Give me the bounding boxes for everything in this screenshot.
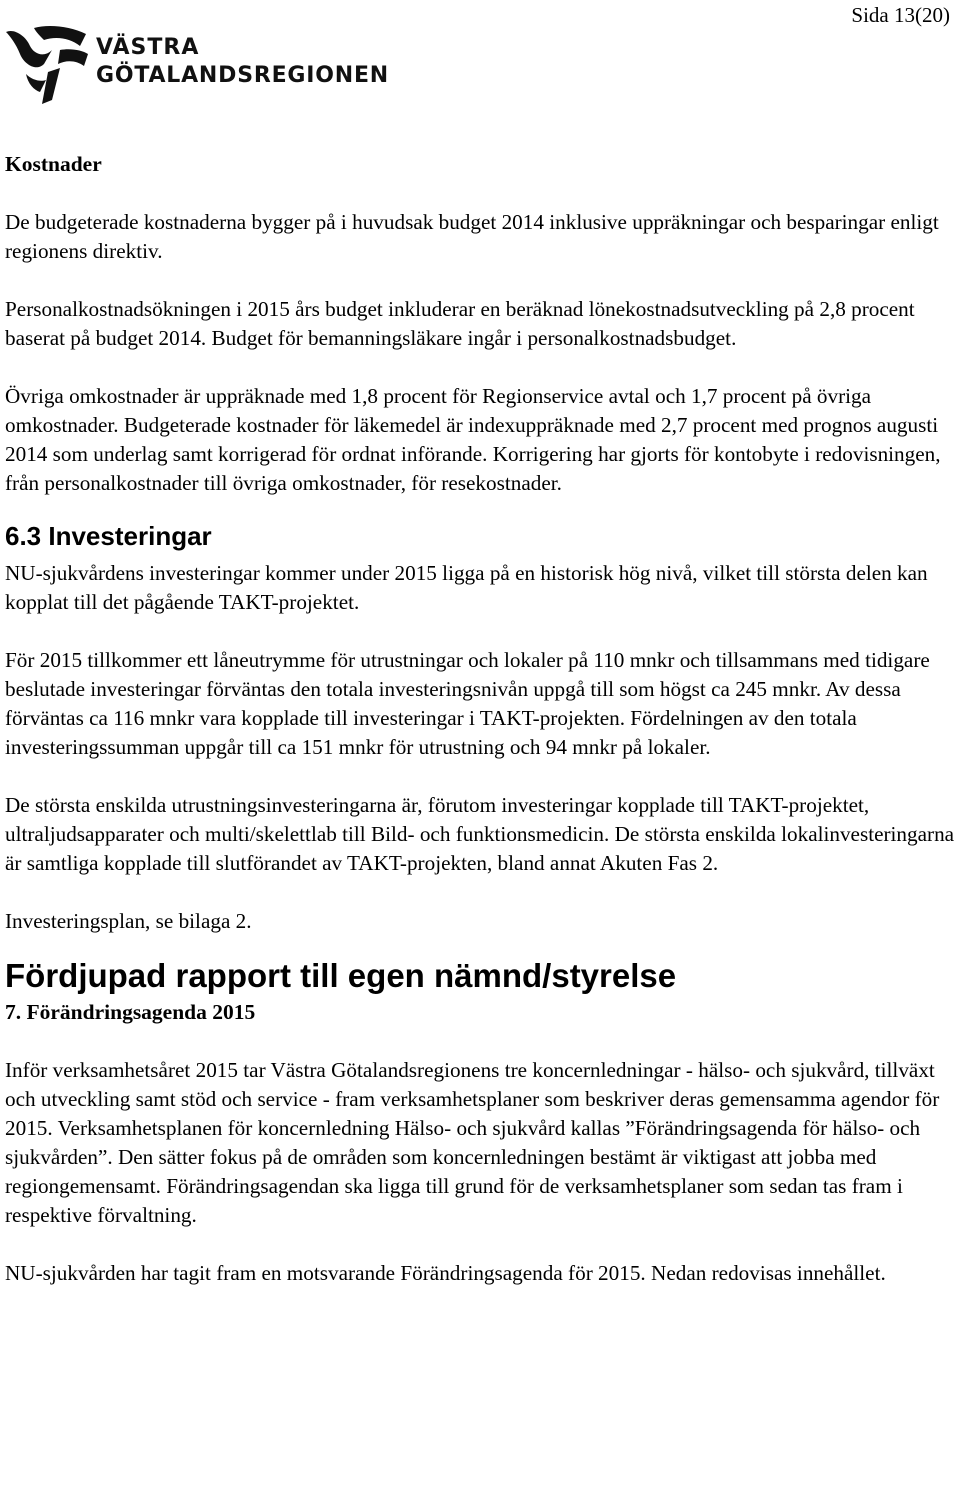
paragraph-budget-costs: De budgeterade kostnaderna bygger på i huvudsak budget 2014 inklusive uppräkningar och besparingar enligt regionens direktiv. xyxy=(5,210,939,263)
logo-text-line1: VÄSTRA xyxy=(96,35,200,60)
heading-forandringsagenda: 7. Förändringsagenda 2015 xyxy=(5,1000,256,1024)
paragraph-nu-sjukvarden: NU-sjukvården har tagit fram en motsvarande Förändringsagenda för 2015. Nedan redovisas innehållet. xyxy=(5,1261,886,1285)
logo-text-line2: GÖTALANDSREGIONEN xyxy=(96,63,390,88)
paragraph-investments-intro: NU-sjukvårdens investeringar kommer under 2015 ligga på en historisk hög nivå, vilket till största delen kan kopplat till det pågående TAKT-projektet. xyxy=(5,561,928,614)
vgr-emblem-icon xyxy=(4,24,92,106)
page-number: Sida 13(20) xyxy=(851,3,950,27)
heading-kostnader: Kostnader xyxy=(5,152,102,176)
vgr-logo xyxy=(4,24,390,106)
heading-fordjupad-rapport: Fördjupad rapport till egen nämnd/styrelse xyxy=(5,957,677,994)
paragraph-forandringsagenda: Inför verksamhetsåret 2015 tar Västra Götalandsregionens tre koncernledningar - hälso- och sjukvård, tillväxt och utveckling samt stöd och service - fram verksamhetsplaner som beskriver deras gemensamma agendor för 2015. Verksamhetsplanen för koncernledning Hälso- och sjukvård kallas ”Förändringsagenda för hälso- och sjukvården”. Den sätter fokus på de områden som koncernledningen bestämt är viktigast att jobba med regiongemensamt. Förändringsagendan ska ligga till grund för de verksamhetsplaner som sedan tas fram i respektive förvaltning. xyxy=(5,1058,940,1227)
paragraph-personnel-costs: Personalkostnadsökningen i 2015 års budget inkluderar en beräknad lönekostnadsutveckling på 2,8 procent baserat på budget 2014. Budget för bemanningsläkare ingår i personalkostnadsbudget. xyxy=(5,297,915,350)
paragraph-investment-plan: Investeringsplan, se bilaga 2. xyxy=(5,909,252,933)
document-body xyxy=(5,150,957,1288)
paragraph-largest-investments: De största enskilda utrustningsinvesteringarna är, förutom investeringar kopplade till TAKT-projektet, ultraljudsapparater och multi/skelettlab till Bild- och funktionsmedicin. De största enskilda lokalinvesteringarna är samtliga kopplade till slutförandet av TAKT-projekten, bland annat Akuten Fas 2. xyxy=(5,793,955,875)
heading-investeringar: 6.3 Investeringar xyxy=(5,521,212,551)
paragraph-other-costs: Övriga omkostnader är uppräknade med 1,8 procent för Regionservice avtal och 1,7 procent på övriga omkostnader. Budgeterade kostnader för läkemedel är indexuppräknade med 2,7 procent med prognos augusti 2014 som underlag samt korrigerad för ordnat införande. Korrigering har gjorts för kontobyte i redovisningen, från personalkostnader till övriga omkostnader, för resekostnader. xyxy=(5,384,941,495)
paragraph-investments-2015: För 2015 tillkommer ett låneutrymme för utrustningar och lokaler på 110 mnkr och tillsammans med tidigare beslutade investeringar förväntas den totala investeringsnivån uppgå till som högst ca 245 mnkr. Av dessa förväntas ca 116 mnkr vara kopplade till investeringar i TAKT-projekten. Fördelningen av den totala investeringssumman uppgår till ca 151 mnkr för utrustning och 94 mnkr på lokaler. xyxy=(5,648,930,759)
